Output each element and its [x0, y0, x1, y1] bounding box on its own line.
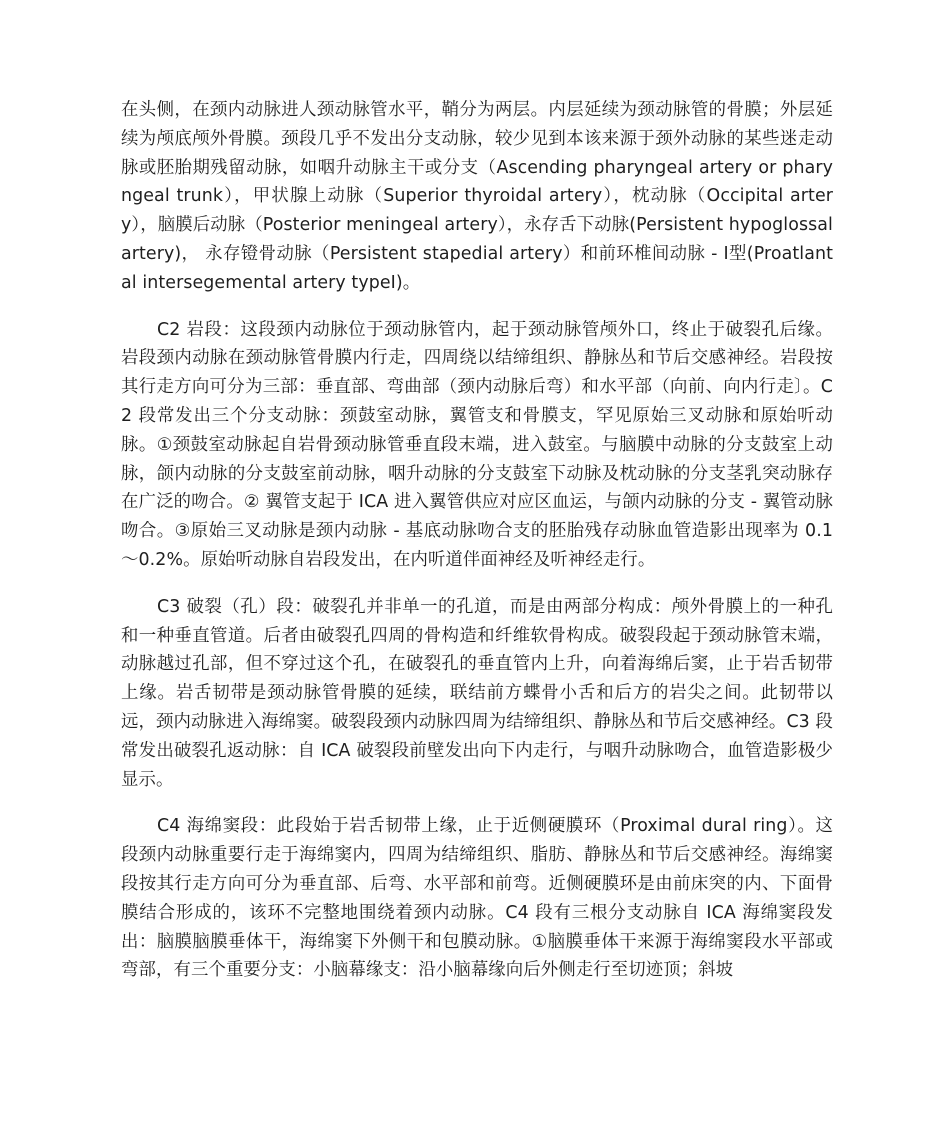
paragraph-c2-petrous-segment: C2 岩段：这段颈内动脉位于颈动脉管内，起于颈动脉管颅外口，终止于破裂孔后缘。岩段颈内动脉在颈动脉管骨膜内行走，四周绕以结缔组织、静脉丛和节后交感神经。岩段按其行走方向可分为三部：垂直部、弯曲部（颈内动脉后弯）和水平部（向前、向内行走〕。C2 段常发出三个分支动脉：颈鼓室动脉，翼管支和骨膜支，罕见原始三叉动脉和原始听动脉。①颈鼓室动脉起自岩骨颈动脉管垂直段末端，进入鼓室。与脑膜中动脉的分支鼓室上动脉，颌内动脉的分支鼓室前动脉，咽升动脉的分支鼓室下动脉及枕动脉的分支茎乳突动脉存在广泛的吻合。② 翼管支起于 ICA 进入翼管供应对应区血运，与颌内动脉的分支 - 翼管动脉吻合。③原始三叉动脉是颈内动脉 - 基底动脉吻合支的胚胎残存动脉血管造影出现率为 0.1～0.2%。原始听动脉自岩段发出，在内听道伴面神经及听神经走行。	[121, 319, 833, 570]
paragraph-c4-cavernous-segment: C4 海绵窦段：此段始于岩舌韧带上缘，止于近侧硬膜环（Proximal dural ring）。这段颈内动脉重要行走于海绵窦内，四周为结缔组织、脂肪、静脉丛和节后交感神经。海绵窦段按其行走方向可分为垂直部、后弯、水平部和前弯。近侧硬膜环是由前床突的内、下面骨膜结合形成的，该环不完整地围绕着颈内动脉。C4 段有三根分支动脉自 ICA 海绵窦段发出：脑膜脑膜垂体干，海绵窦下外侧干和包膜动脉。①脑膜垂体干来源于海绵窦段水平部或弯部，有三个重要分支：小脑幕缘支：沿小脑幕缘向后外侧走行至切迹顶；斜坡	[121, 816, 833, 981]
document-body	[121, 96, 833, 1003]
paragraph-cervical-segment: 在头侧，在颈内动脉进人颈动脉管水平，鞘分为两层。内层延续为颈动脉管的骨膜；外层延续为颅底颅外骨膜。颈段几乎不发出分支动脉，较少见到本该来源于颈外动脉的某些迷走动脉或胚胎期残留动脉，如咽升动脉主干或分支（Ascending pharyngeal artery or pharyngeal trunk），甲状腺上动脉（Superior thyroidal artery），枕动脉（Occipital artery），脑膜后动脉（Posterior meningeal artery），永存舌下动脉(Persistent hypoglossal artery)， 永存镫骨动脉（Persistent stapedial artery）和前环椎间动脉 - Ⅰ型(Proatlantal intersegemental artery typeⅠ)。	[121, 100, 833, 293]
paragraph-c3-lacerum-segment: C3 破裂（孔）段：破裂孔并非单一的孔道，而是由两部分构成：颅外骨膜上的一种孔和一种垂直管道。后者由破裂孔四周的骨构造和纤维软骨构成。破裂段起于颈动脉管末端，动脉越过孔部，但不穿过这个孔，在破裂孔的垂直管内上升，向着海绵后窦，止于岩舌韧带上缘。岩舌韧带是颈动脉管骨膜的延续，联结前方蝶骨小舌和后方的岩尖之间。此韧带以远，颈内动脉进入海绵窦。破裂段颈内动脉四周为结缔组织、静脉丛和节后交感神经。C3 段常发出破裂孔返动脉：自 ICA 破裂段前壁发出向下内走行，与咽升动脉吻合，血管造影极少显示。	[121, 596, 833, 790]
